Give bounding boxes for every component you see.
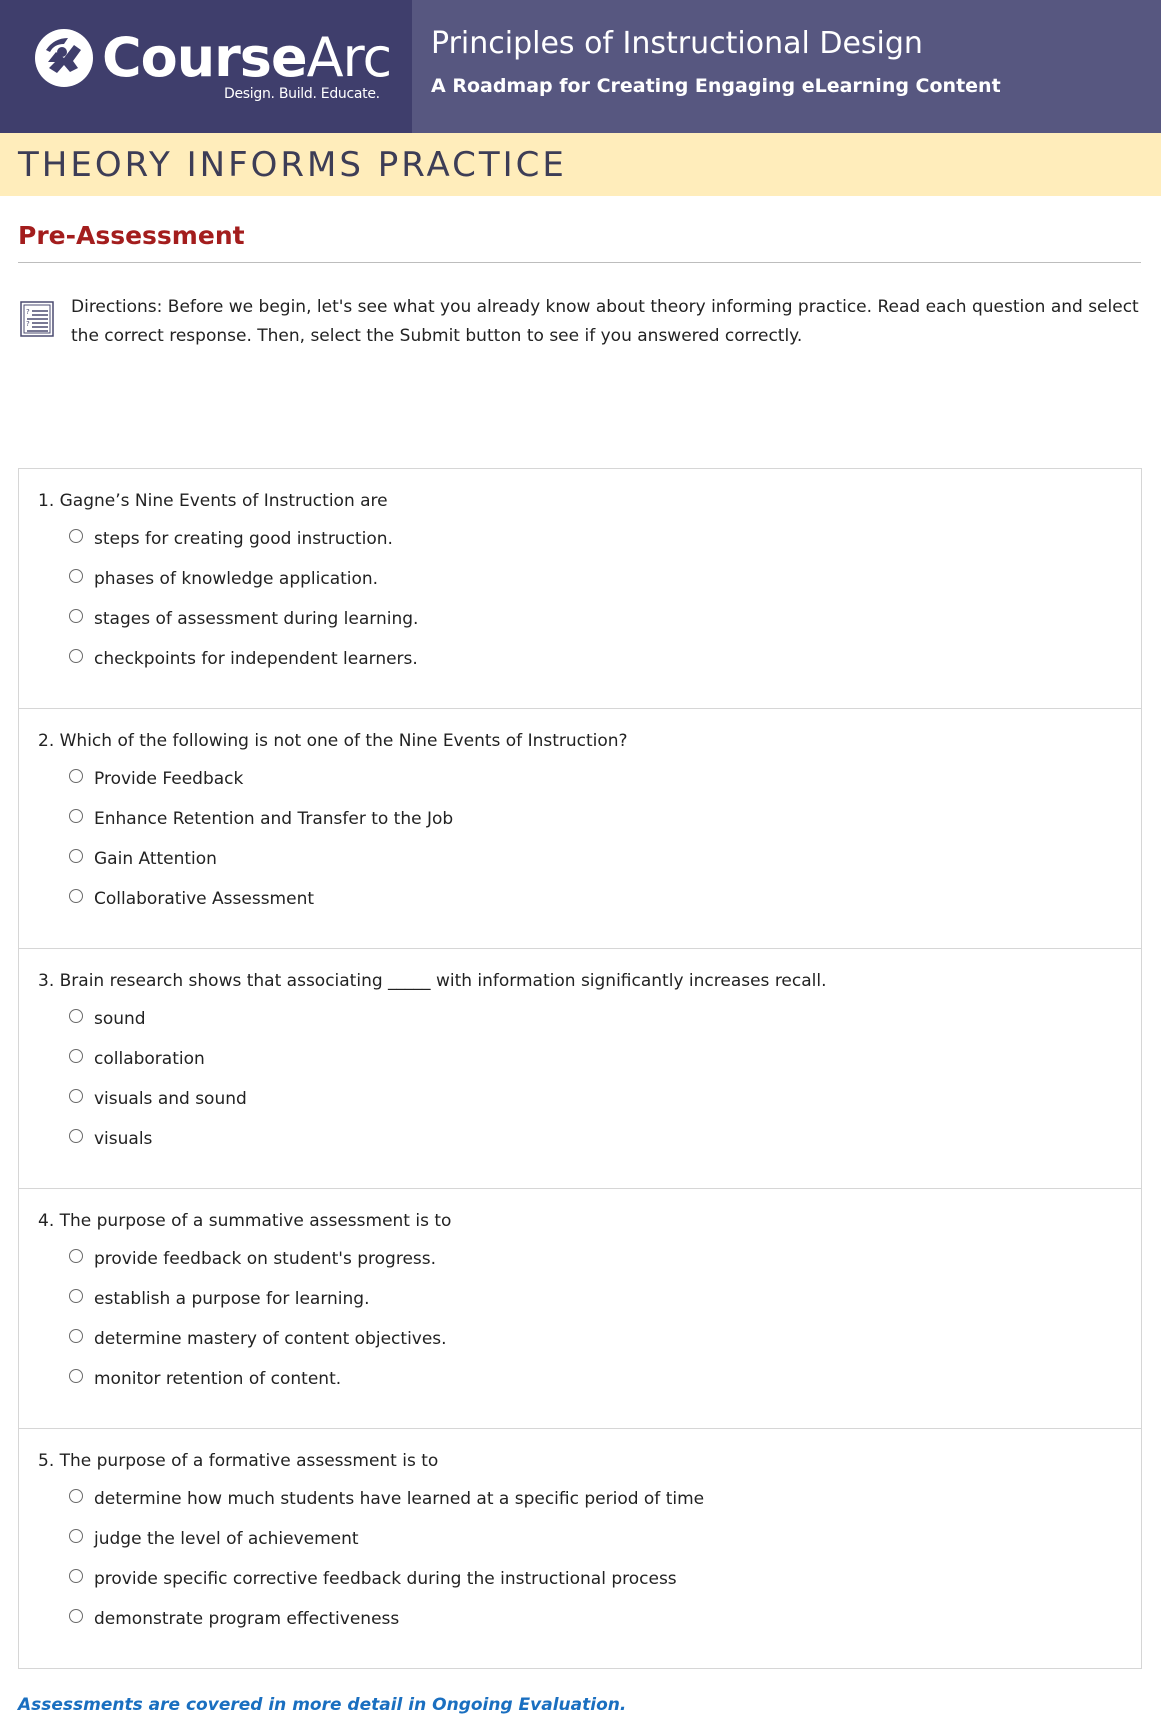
option-label[interactable]: demonstrate program effectiveness xyxy=(94,1609,400,1629)
option-label[interactable]: Enhance Retention and Transfer to the Job xyxy=(94,809,454,829)
option-label[interactable]: judge the level of achievement xyxy=(94,1529,359,1549)
question-3 xyxy=(19,948,1141,1188)
answer-options xyxy=(38,519,1141,679)
answer-option[interactable] xyxy=(69,1559,1141,1599)
radio-button[interactable] xyxy=(69,1529,83,1543)
course-title: Principles of Instructional Design xyxy=(431,26,923,61)
answer-option[interactable] xyxy=(69,999,1141,1039)
answer-option[interactable] xyxy=(69,759,1141,799)
answer-options xyxy=(38,759,1141,919)
answer-option[interactable] xyxy=(69,799,1141,839)
answer-option[interactable] xyxy=(69,1079,1141,1119)
radio-button[interactable] xyxy=(69,569,83,583)
radio-button[interactable] xyxy=(69,809,83,823)
answer-option[interactable] xyxy=(69,1039,1141,1079)
question-4 xyxy=(19,1188,1141,1428)
question-prompt: 4. The purpose of a summative assessment is to xyxy=(38,1211,452,1231)
svg-text:?: ? xyxy=(26,308,30,316)
course-title-area xyxy=(412,0,1161,133)
svg-text:?: ? xyxy=(26,320,30,328)
option-label[interactable]: collaboration xyxy=(94,1049,205,1069)
radio-button[interactable] xyxy=(69,1129,83,1143)
radio-button[interactable] xyxy=(69,1569,83,1583)
logo-word-strong: Course xyxy=(102,26,307,89)
main-content xyxy=(0,220,1161,1715)
answer-option[interactable] xyxy=(69,599,1141,639)
coursearc-logo-icon xyxy=(34,28,94,88)
option-label[interactable]: visuals and sound xyxy=(94,1089,247,1109)
radio-button[interactable] xyxy=(69,889,83,903)
directions-text: Directions: Before we begin, let's see what you already know about theory informing practice. Read each question and select the correct response. Then, select the Submit button to see if you answered correctly. xyxy=(71,297,1139,346)
radio-button[interactable] xyxy=(69,1009,83,1023)
logo-tagline: Design. Build. Educate. xyxy=(224,86,380,102)
section-banner xyxy=(0,133,1161,196)
radio-button[interactable] xyxy=(69,649,83,663)
question-2 xyxy=(19,708,1141,948)
answer-option[interactable] xyxy=(69,1319,1141,1359)
answer-option[interactable] xyxy=(69,1599,1141,1639)
radio-button[interactable] xyxy=(69,1329,83,1343)
answer-option[interactable] xyxy=(69,639,1141,679)
radio-button[interactable] xyxy=(69,1249,83,1263)
answer-option[interactable] xyxy=(69,1279,1141,1319)
section-title: THEORY INFORMS PRACTICE xyxy=(18,144,567,185)
page-title: Pre-Assessment xyxy=(18,220,1141,263)
answer-option[interactable] xyxy=(69,1239,1141,1279)
answer-option[interactable] xyxy=(69,879,1141,919)
radio-button[interactable] xyxy=(69,1609,83,1623)
answer-option[interactable] xyxy=(69,1359,1141,1399)
answer-option[interactable] xyxy=(69,1519,1141,1559)
option-label[interactable]: steps for creating good instruction. xyxy=(94,529,393,549)
logo-wordmark xyxy=(102,26,391,90)
answer-option[interactable] xyxy=(69,559,1141,599)
directions-block xyxy=(18,293,1143,468)
option-label[interactable]: stages of assessment during learning. xyxy=(94,609,419,629)
question-1 xyxy=(19,469,1141,708)
answer-option[interactable] xyxy=(69,1479,1141,1519)
answer-option[interactable] xyxy=(69,519,1141,559)
option-label[interactable]: determine how much students have learned at a specific period of time xyxy=(94,1489,705,1509)
radio-button[interactable] xyxy=(69,1289,83,1303)
answer-options xyxy=(38,999,1141,1159)
option-label[interactable]: phases of knowledge application. xyxy=(94,569,379,589)
answer-option[interactable] xyxy=(69,839,1141,879)
option-label[interactable]: monitor retention of content. xyxy=(94,1369,342,1389)
option-label[interactable]: provide specific corrective feedback during the instructional process xyxy=(94,1569,677,1589)
option-label[interactable]: determine mastery of content objectives. xyxy=(94,1329,447,1349)
radio-button[interactable] xyxy=(69,1089,83,1103)
logo-area xyxy=(0,0,412,133)
option-label[interactable]: Collaborative Assessment xyxy=(94,889,315,909)
radio-button[interactable] xyxy=(69,849,83,863)
footer-note: Assessments are covered in more detail in Ongoing Evaluation. xyxy=(18,1695,627,1715)
question-prompt: 5. The purpose of a formative assessment is to xyxy=(38,1451,439,1471)
logo-word-light: Arc xyxy=(306,26,392,89)
course-header xyxy=(0,0,1161,133)
radio-button[interactable] xyxy=(69,529,83,543)
option-label[interactable]: Provide Feedback xyxy=(94,769,244,789)
question-prompt: 3. Brain research shows that associating _____ with information significantly increases recall. xyxy=(38,971,827,991)
radio-button[interactable] xyxy=(69,1369,83,1383)
option-label[interactable]: checkpoints for independent learners. xyxy=(94,649,418,669)
question-prompt: 1. Gagne’s Nine Events of Instruction are xyxy=(38,491,388,511)
answer-options xyxy=(38,1239,1141,1399)
question-5 xyxy=(19,1428,1141,1668)
option-label[interactable]: provide feedback on student's progress. xyxy=(94,1249,437,1269)
option-label[interactable]: Gain Attention xyxy=(94,849,217,869)
radio-button[interactable] xyxy=(69,609,83,623)
quiz-container xyxy=(18,468,1142,1669)
radio-button[interactable] xyxy=(69,1489,83,1503)
option-label[interactable]: sound xyxy=(94,1009,146,1029)
radio-button[interactable] xyxy=(69,769,83,783)
course-subtitle: A Roadmap for Creating Engaging eLearning Content xyxy=(431,75,1001,97)
worksheet-icon xyxy=(20,301,54,339)
question-prompt: 2. Which of the following is not one of the Nine Events of Instruction? xyxy=(38,731,628,751)
option-label[interactable]: establish a purpose for learning. xyxy=(94,1289,370,1309)
option-label[interactable]: visuals xyxy=(94,1129,153,1149)
radio-button[interactable] xyxy=(69,1049,83,1063)
answer-option[interactable] xyxy=(69,1119,1141,1159)
answer-options xyxy=(38,1479,1141,1639)
